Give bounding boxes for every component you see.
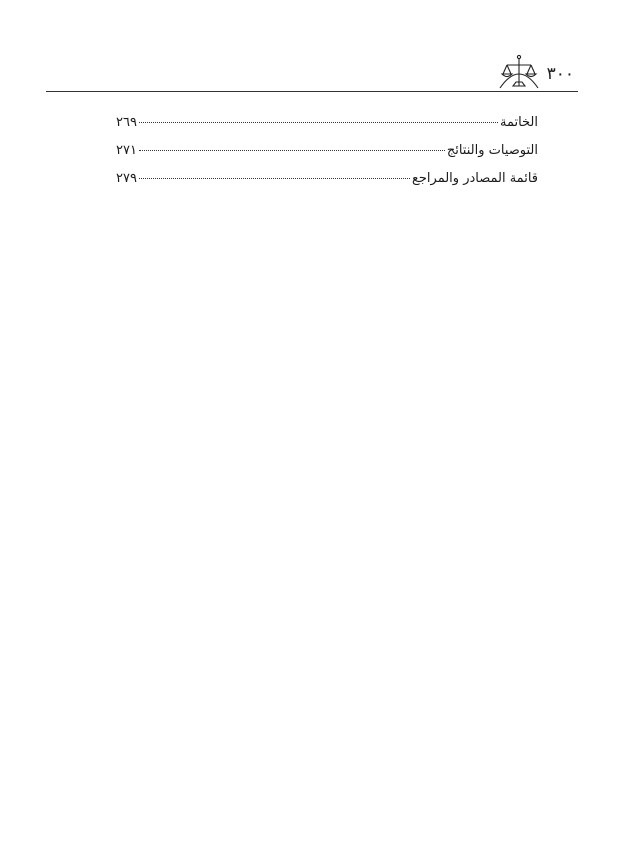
toc-dot-leader bbox=[139, 150, 445, 151]
scales-of-justice-icon bbox=[498, 52, 540, 90]
header-rule bbox=[46, 91, 578, 92]
page-number: ٣٠٠ bbox=[546, 64, 574, 84]
toc-entry-title: قائمة المصادر والمراجع bbox=[411, 171, 538, 186]
toc-entry-title: الخاتمة bbox=[499, 115, 538, 130]
toc-entry-title: التوصيات والنتائج bbox=[446, 143, 538, 158]
toc-entry-references[interactable] bbox=[116, 169, 538, 197]
toc-dot-leader bbox=[139, 122, 498, 123]
table-of-contents bbox=[116, 113, 538, 197]
toc-entry-recommendations[interactable] bbox=[116, 141, 538, 169]
toc-entry-page: ٢٦٩ bbox=[116, 115, 137, 130]
toc-entry-page: ٢٧١ bbox=[116, 143, 137, 158]
toc-entry-page: ٢٧٩ bbox=[116, 171, 137, 186]
toc-dot-leader bbox=[139, 178, 410, 179]
page-header bbox=[0, 0, 636, 100]
toc-entry-conclusion[interactable] bbox=[116, 113, 538, 141]
